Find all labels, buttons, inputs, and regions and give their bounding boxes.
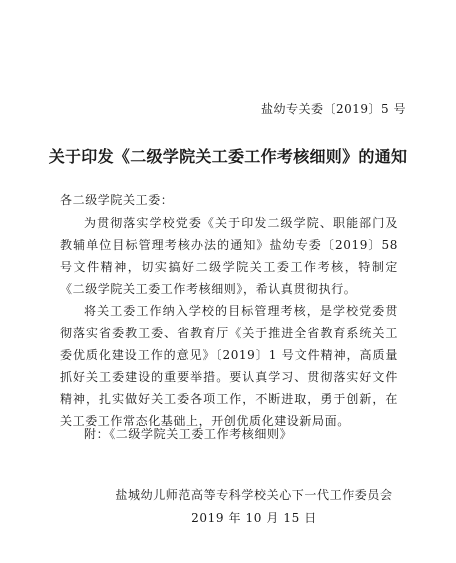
paragraph-2: 将关工委工作纳入学校的目标管理考核，是学校党委贯彻落实省委教工委、省教育厅《关于推进全省教育系统关工委优质化建设工作的意见》〔2019〕1 号文件精神，高质量抓好关工委建设的重要举措。要认真学习、贯彻落实好文件精神，扎实做好关工委各项工作，不断进取，勇于创新，在关工委工作常态化基础上，开创优质化建设新局面。 — [60, 304, 398, 428]
document-title: 关于印发《二级学院关工委工作考核细则》的通知 — [48, 147, 408, 166]
attachment-note: 附：《二级学院关工委工作考核细则》 — [84, 427, 293, 441]
issue-date: 2019 年 10 月 15 日 — [191, 511, 317, 525]
signer: 盐城幼儿师范高等专科学校关心下一代工作委员会 — [115, 488, 393, 502]
document-number: 盐幼专关委〔2019〕5 号 — [261, 102, 406, 116]
body-text — [60, 212, 398, 432]
paragraph-1: 为贯彻落实学校党委《关于印发二级学院、职能部门及教辅单位目标管理考核办法的通知》盐幼专委〔2019〕58 号文件精神，切实搞好二级学院关工委工作考核，特制定《二级学院关工委工作考核细则》，希认真贯彻执行。 — [60, 216, 398, 296]
addressee: 各二级学院关工委： — [60, 193, 174, 207]
